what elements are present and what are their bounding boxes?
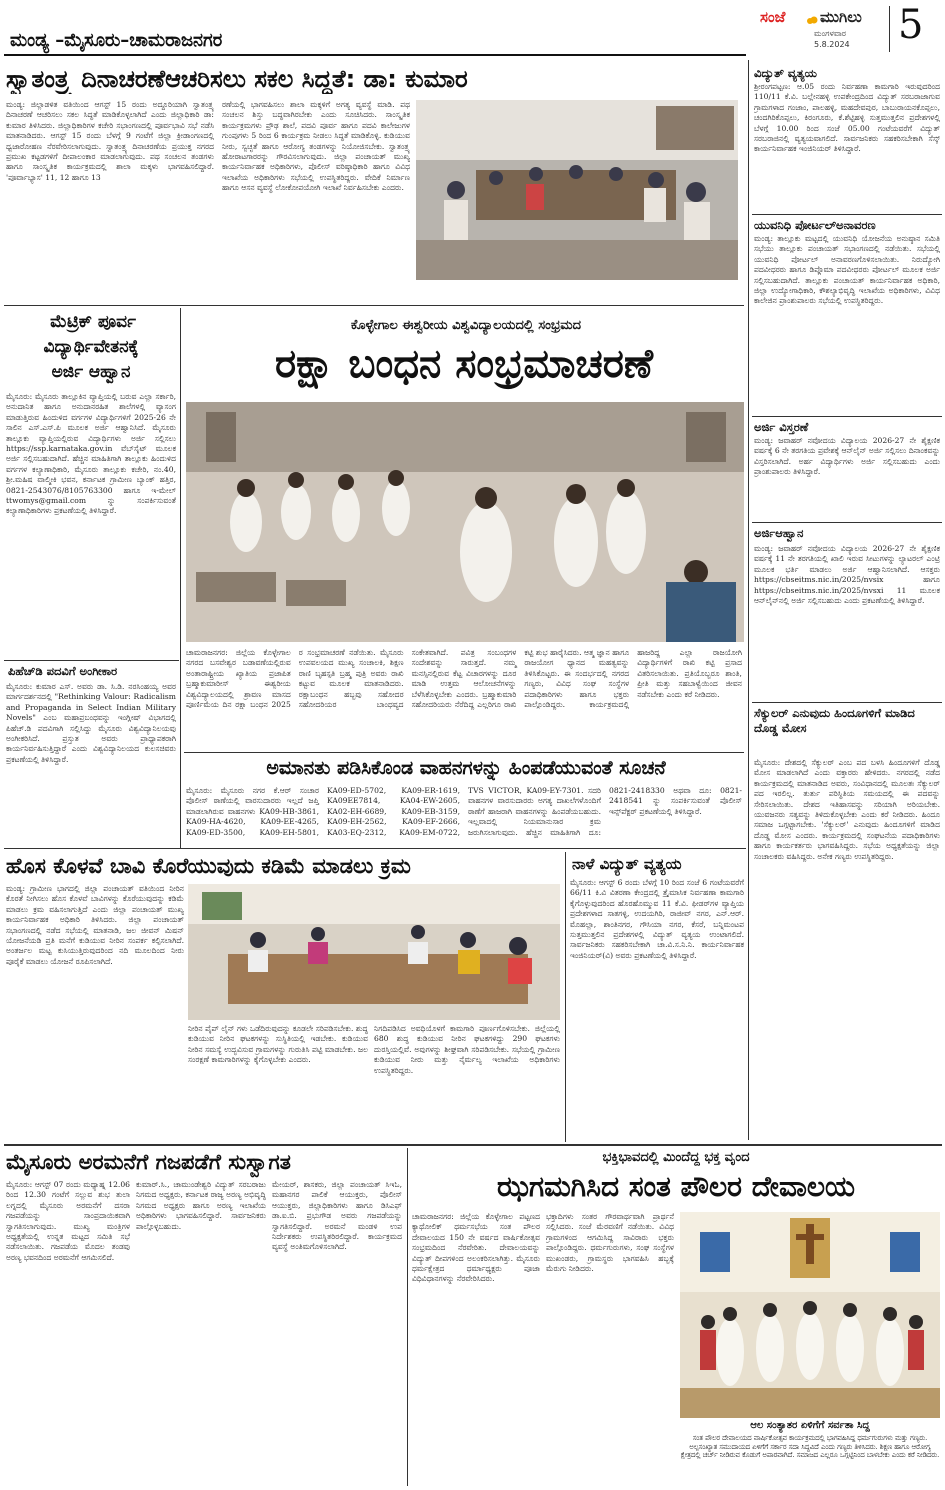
story7-headline: ಮೈಸೂರು ಅರಮನೆಗೆ ಗಜಪಡೆಗೆ ಸುಸ್ವಾಗತ	[6, 1150, 291, 1174]
story6-headline: ನಾಳೆ ವಿದ್ಯುತ್ ವ್ಯತ್ಯಯ	[572, 855, 682, 873]
secular-text: ಮೈಸೂರು: ದೇಶದಲ್ಲಿ ಸೆಕ್ಯುಲರ್ ಎಂಬ ಪದ ಬಳಸಿ ಹಿಂದೂಗಳಿಗೆ ದೊಡ್ಡ ಮೋಸ ಮಾಡಲಾಗಿದೆ ಎಂದು ವಕ್ತಾರರು ಹೇಳಿದರು. ನಗರದಲ್ಲಿ ನಡೆದ ಕಾರ್ಯಕ್ರಮದಲ್ಲಿ ಮಾತನಾಡಿದ ಅವರು, ಸಂವಿಧಾನದಲ್ಲಿ ಮೂಲತಃ ಸೆಕ್ಯುಲರ್ ಪದ ಇರಲಿಲ್ಲ. ತುರ್ತು ಪರಿಸ್ಥಿತಿಯ ಸಮಯದಲ್ಲಿ ಈ ಪದವನ್ನು ಸೇರಿಸಲಾಯಿತು. ದೇಶದ ಇತಿಹಾಸವನ್ನು ಸರಿಯಾಗಿ ಅರಿಯಬೇಕು. ಯುವಜನರು ಸತ್ಯವನ್ನು ತಿಳಿದುಕೊಳ್ಳಬೇಕು ಎಂದು ಕರೆ ನೀಡಿದರು. ಹಿಂದೂ ಸಮಾಜ ಒಗ್ಗಟ್ಟಾಗಬೇಕು. 'ಸೆಕ್ಯುಲರ್' ಎನುವುದು ಹಿಂದೂಗಳಿಗೆ ಮಾಡಿದ ದೊಡ್ಡ ಮೋಸ ಎಂದರು. ಕಾರ್ಯಕ್ರಮದಲ್ಲಿ ಸಂಘಟನೆಯ ಪದಾಧಿಕಾರಿಗಳು ಹಾಗೂ ಕಾರ್ಯಕರ್ತರು ಭಾಗವಹಿಸಿದ್ದರು. ಸಭೆಯ ಅಧ್ಯಕ್ಷತೆಯನ್ನು ಜಿಲ್ಲಾ ಸಂಚಾಲಕರು ವಹಿಸಿದ್ದರು. ಅನೇಕ ಗಣ್ಯರು ಉಪಸ್ಥಿತರಿದ್ದರು.	[754, 758, 940, 861]
yuvanidhi-title: ಯುವನಿಧಿ ಪೋರ್ಟಲ್‌ಅನಾವರಣ	[754, 218, 876, 232]
story5-column1: ಮಂಡ್ಯ: ಗ್ರಾಮೀಣ ಭಾಗದಲ್ಲಿ ಜಿಲ್ಲಾ ಪಂಚಾಯತ್ ವತಿಯಿಂದ ನೀರಿನ ಕೊರತೆ ನೀಗಿಸಲು ಹೊಸ ಕೊಳವೆ ಬಾವಿಗಳನ್ನು ಕೊರೆಯುವುದನ್ನು ಕಡಿಮೆ ಮಾಡಲು ಕ್ರಮ ವಹಿಸಲಾಗುತ್ತಿದೆ ಎಂದು ಜಿಲ್ಲಾ ಪಂಚಾಯತ್ ಮುಖ್ಯ ಕಾರ್ಯನಿರ್ವಾಹಕ ಅಧಿಕಾರಿ ತಿಳಿಸಿದರು. ಜಿಲ್ಲಾ ಪಂಚಾಯತ್ ಸಭಾಂಗಣದಲ್ಲಿ ನಡೆದ ಸಭೆಯಲ್ಲಿ ಮಾತನಾಡಿ, ಜಲ ಜೀವನ್ ಮಿಷನ್ ಯೋಜನೆಯಡಿ ಪ್ರತಿ ಮನೆಗೆ ಕುಡಿಯುವ ನೀರಿನ ಸಂಪರ್ಕ ಕಲ್ಪಿಸಲಾಗಿದೆ. ಅಂತರ್ಜಲ ಮಟ್ಟ ಕುಸಿಯುತ್ತಿರುವುದರಿಂದ ನದಿ ಮೂಲದಿಂದ ನೀರು ಪೂರೈಕೆ ಮಾಡಲು ಯೋಜನೆ ರೂಪಿಸಲಾಗಿದೆ.	[6, 884, 184, 966]
page-number: 5	[898, 2, 924, 48]
phd-body: ಮೈಸೂರು: ಕುಮಾರ ಎಸ್. ಅವರು ಡಾ. ಸಿ.ಡಿ. ನರಸಿಂಹಯ್ಯ ಅವರ ಮಾರ್ಗದರ್ಶನದಲ್ಲಿ "Rethinking Valour: Radicalism and Propaganda in Select Indian Military Novels" ಎಂಬ ಮಹಾಪ್ರಬಂಧವನ್ನು ಇಂಗ್ಲೀಷ್ ವಿಭಾಗದಲ್ಲಿ ಪಿಹೆಚ್.ಡಿ ಪದವಿಗಾಗಿ ಸಲ್ಲಿಸಿದ್ದು ಮೈಸೂರು ವಿಶ್ವವಿದ್ಯಾನಿಲಯವು ಅಂಗೀಕರಿಸಿದೆ. ಪ್ರಸ್ತುತ ಅವರು ಪ್ರಾಧ್ಯಾಪಕರಾಗಿ ಕಾರ್ಯನಿರ್ವಹಿಸುತ್ತಿದ್ದಾರೆ ಎಂದು ವಿಶ್ವವಿದ್ಯಾನಿಲಯದ ಕುಲಸಚಿವರು ಪ್ರಕಟಣೆಯಲ್ಲಿ ತಿಳಿಸಿದ್ದಾರೆ.	[6, 682, 176, 764]
story5-column2: ನೀರಿನ ಪೈಪ್ ಲೈನ್ ಗಳು ಒಡೆದಿರುವುದನ್ನು ಕೂಡಲೇ ಸರಿಪಡಿಸಬೇಕು. ಶುದ್ಧ ಕುಡಿಯುವ ನೀರಿನ ಘಟಕಗಳನ್ನು ಸುಸ್ಥಿತಿಯಲ್ಲಿ ಇಡಬೇಕು. ಕುಡಿಯುವ ನೀರಿನ ಸಮಸ್ಯೆ ಉದ್ಭವಿಸುವ ಗ್ರಾಮಗಳನ್ನು ಗುರುತಿಸಿ ಪಟ್ಟಿ ಮಾಡಬೇಕು. ಜಲ ಸಂರಕ್ಷಣೆ ಕಾಮಗಾರಿಗಳನ್ನು ಕೈಗೊಳ್ಳಬೇಕು ಎಂದರು.	[188, 1024, 368, 1065]
story1-column1: ಮಂಡ್ಯ: ಜಿಲ್ಲಾಡಳಿತ ವತಿಯಿಂದ ಆಗಸ್ಟ್ 15 ರಂದು ಅದ್ದೂರಿಯಾಗಿ ಸ್ವಾತಂತ್ರ್ಯ ದಿನಾಚರಣೆ ಆಚರಿಸಲು ಸಕಲ ಸಿದ್ಧತೆ ಮಾಡಿಕೊಳ್ಳಲಾಗಿದೆ ಎಂದು ಜಿಲ್ಲಾಧಿಕಾರಿ ಡಾ: ಕುಮಾರ ತಿಳಿಸಿದರು. ಜಿಲ್ಲಾಧಿಕಾರಿಗಳ ಕಚೇರಿ ಸಭಾಂಗಣದಲ್ಲಿ ಪೂರ್ವಭಾವಿ ಸಭೆ ನಡೆಸಿ ಮಾತನಾಡಿದರು. ಆಗಸ್ಟ್ 15 ರಂದು ಬೆಳಗ್ಗೆ 9 ಗಂಟೆಗೆ ಜಿಲ್ಲಾ ಕ್ರೀಡಾಂಗಣದಲ್ಲಿ ಧ್ವಜಾರೋಹಣ ನೆರವೇರಿಸಲಾಗುವುದು. ಸ್ವಾತಂತ್ರ್ಯ ದಿನಾಚರಣೆಯ ಪ್ರಯುಕ್ತ ನಗರದ ಪ್ರಮುಖ ಕಟ್ಟಡಗಳಿಗೆ ದೀಪಾಲಂಕಾರ ಮಾಡಲಾಗುವುದು. ಪಥ ಸಂಚಲನ ತಂಡಗಳು ಹಾಗೂ ಸಾಂಸ್ಕೃತಿಕ ಕಾರ್ಯಕ್ರಮದಲ್ಲಿ ಶಾಲಾ ಮಕ್ಕಳು ಭಾಗವಹಿಸಲಿದ್ದಾರೆ. 'ಪೂರ್ವಾಭ್ಯಾಸ' 11, 12 ಹಾಗೂ 13	[6, 100, 214, 182]
phd-headline: ಪಿಹೆಚ್‌ಡಿ ಪದವಿಗೆ ಅಂಗೀಕಾರ	[8, 664, 118, 678]
power-cut-title: ವಿದ್ಯುತ್ ವ್ಯತ್ಯಯ	[754, 66, 817, 80]
section-title: ಮಂಡ್ಯ –ಮೈಸೂರು–ಚಾಮರಾಜನಗರ	[10, 30, 223, 51]
story6-body: ಮೈಸೂರು: ಆಗಸ್ಟ್ 6 ರಂದು ಬೆಳಗ್ಗೆ 10 ರಿಂದ ಸಂಜೆ 6 ಗಂಟೆಯವರೆಗೆ 66/11 ಕಿ.ವಿ ವಿತರಣಾ ಕೇಂದ್ರದಲ್ಲಿ ತ್ರೈಮಾಸಿಕ ನಿರ್ವಹಣಾ ಕಾಮಗಾರಿ ಕೈಗೊಳ್ಳುವುದರಿಂದ ಹೊರಹೊಮ್ಮುವ 11 ಕೆ.ವಿ. ಫೀಡರ್‌ಗಳ ವ್ಯಾಪ್ತಿಯ ಪ್ರದೇಶಗಳಾದ ಸಾತಗಳ್ಳಿ, ಉದಯಗಿರಿ, ರಾಜೀವ್ ನಗರ, ಎನ್.ಆರ್. ಮೊಹಲ್ಲಾ, ಶಾಂತಿನಗರ, ಗೌಸಿಯಾ ನಗರ, ಕೆಸರೆ, ಬನ್ನಿಮಂಟಪ ಸುತ್ತಮುತ್ತಲಿನ ಪ್ರದೇಶಗಳಲ್ಲಿ ವಿದ್ಯುತ್ ವ್ಯತ್ಯಯ ಉಂಟಾಗಲಿದೆ. ಸಾರ್ವಜನಿಕರು ಸಹಕರಿಸಬೇಕಾಗಿ ಚಾ.ವಿ.ಸ.ನಿ.ನಿ. ಕಾರ್ಯನಿರ್ವಾಹಕ ಇಂಜಿನಿಯರ್(ವಿ) ಅವರು ಪ್ರಕಟಣೆಯಲ್ಲಿ ತಿಳಿಸಿದ್ದಾರೆ.	[570, 878, 744, 960]
story3-kicker: ಕೊಳ್ಳೇಗಾಲ ಈಶ್ವರೀಯ ವಿಶ್ವವಿದ್ಯಾಲಯದಲ್ಲಿ ಸಂಭ್ರಮದ	[350, 318, 582, 333]
paper-name-dark: ಮುಗಿಲು	[820, 8, 862, 26]
story3-body: ಚಾಮರಾಜನಗರ: ಜಿಲ್ಲೆಯ ಕೊಳ್ಳೇಗಾಲ ನಗರದ ಬಸವೇಶ್ವರ ಬಡಾವಣೆಯಲ್ಲಿರುವ ಅಂತಾರಾಷ್ಟ್ರೀಯ ಖ್ಯಾತಿಯ ಪ್ರಜಾಪಿತ ಬ್ರಹ್ಮಾಕುಮಾರೀಸ್ ಈಶ್ವರೀಯ ವಿಶ್ವವಿದ್ಯಾಲಯದಲ್ಲಿ ಶ್ರಾವಣ ಮಾಸದ ಪೂರ್ಣಿಮೆಯ ದಿನ ರಕ್ಷಾ ಬಂಧನ 2025 ರ ಸಂಭ್ರಮಾಚರಣೆ ನಡೆಯಿತು. ಮೈಸೂರು ಉಪವಲಯದ ಮುಖ್ಯ ಸಂಚಾಲಕಿ, ಶಿಕ್ಷಣ ರಾಣಿ ಬೃಹಸ್ಪತಿ ಬ್ರಹ್ಮ ಪುತ್ರಿ ಅವರು ರಾಖಿ ಕಟ್ಟುವ ಮೂಲಕ ಮಾತನಾಡಿದರು. ರಕ್ಷಾಬಂಧನ ಹಬ್ಬವು ಸಹೋದರ ಸಹೋದರಿಯರ ಬಾಂಧವ್ಯದ ಸಂಕೇತವಾಗಿದೆ. ಪವಿತ್ರ ಸಂಬಂಧಗಳ ಸಂದೇಶವನ್ನು ಸಾರುತ್ತದೆ. ನಮ್ಮ ಮನಸ್ಸಿನಲ್ಲಿರುವ ಕೆಟ್ಟ ವಿಚಾರಗಳನ್ನು ದೂರ ಮಾಡಿ ಉತ್ತಮ ಆಲೋಚನೆಗಳನ್ನು ಬೆಳೆಸಿಕೊಳ್ಳಬೇಕು ಎಂದರು. ಬ್ರಹ್ಮಾಕುಮಾರಿ ಸಹೋದರಿಯರು ನೆರೆದಿದ್ದ ಎಲ್ಲರಿಗೂ ರಾಖಿ ಕಟ್ಟಿ ಶುಭ ಹಾರೈಸಿದರು. ಆತ್ಮ ಜ್ಞಾನ ಹಾಗೂ ರಾಜಯೋಗ ಧ್ಯಾನದ ಮಹತ್ವವನ್ನು ತಿಳಿಸಿಕೊಟ್ಟರು. ಈ ಸಂದರ್ಭದಲ್ಲಿ ನಗರದ ಗಣ್ಯರು, ವಿವಿಧ ಸಂಘ ಸಂಸ್ಥೆಗಳ ಪದಾಧಿಕಾರಿಗಳು ಹಾಗೂ ಭಕ್ತರು ಪಾಲ್ಗೊಂಡಿದ್ದರು. ಕಾರ್ಯಕ್ರಮದಲ್ಲಿ ಹಾಜರಿದ್ದ ಎಲ್ಲಾ ರಾಜಯೋಗಿ ವಿದ್ಯಾರ್ಥಿಗಳಿಗೆ ರಾಖಿ ಕಟ್ಟಿ ಪ್ರಸಾದ ವಿತರಿಸಲಾಯಿತು. ಪ್ರತಿಯೊಬ್ಬರೂ ಶಾಂತಿ, ಪ್ರೀತಿ ಮತ್ತು ಸಹಬಾಳ್ವೆಯಿಂದ ಜೀವನ ನಡೆಸಬೇಕು ಎಂದು ಕರೆ ನೀಡಿದರು.	[186, 648, 742, 710]
story7-column3: ಮೇಯರ್, ಶಾಸಕರು, ಜಿಲ್ಲಾ ಪಂಚಾಯತ್ ಸಿಇಓ, ಮಹಾನಗರ ಪಾಲಿಕೆ ಆಯುಕ್ತರು, ಪೊಲೀಸ್ ಆಯುಕ್ತರು, ಜಿಲ್ಲಾಧಿಕಾರಿಗಳು ಹಾಗೂ ಡಿಸಿಎಫ್ ಡಾ.ಐ.ಬಿ. ಪ್ರಭುಗೌಡ ಅವರು ಗಜಪಡೆಯನ್ನು ಸ್ವಾಗತಿಸಲಿದ್ದಾರೆ. ಅರಮನೆ ಮಂಡಳಿ ಉಪ ನಿರ್ದೇಶಕರು ಉಪಸ್ಥಿತರಿರಲಿದ್ದಾರೆ. ಕಾರ್ಯಕ್ರಮದ ವ್ಯವಸ್ಥೆ ಅಂತಿಮಗೊಳಿಸಲಾಗಿದೆ.	[272, 1180, 402, 1252]
meeting-photo	[416, 100, 738, 280]
story8-column1: ಚಾಮರಾಜನಗರ: ಜಿಲ್ಲೆಯ ಕೊಳ್ಳೇಗಾಲ ಪಟ್ಟಣದ ಕ್ಯಾಥೋಲಿಕ್ ಧರ್ಮಸಭೆಯ ಸಂತ ಪೌಲರ ದೇವಾಲಯದ 150 ನೇ ವರ್ಷದ ವಾರ್ಷಿಕೋತ್ಸವ ಸಂಭ್ರಮದಿಂದ ನೆರವೇರಿತು. ದೇವಾಲಯವನ್ನು ವಿದ್ಯುತ್ ದೀಪಗಳಿಂದ ಅಲಂಕರಿಸಲಾಗಿತ್ತು. ಮೈಸೂರು ಧರ್ಮಕ್ಷೇತ್ರದ ಧರ್ಮಾಧ್ಯಕ್ಷರು ಪೂಜಾ ವಿಧಿವಿಧಾನಗಳನ್ನು ನೆರವೇರಿಸಿದರು.	[412, 1212, 540, 1284]
story4-headline: ಅಮಾನತು ಪಡಿಸಿಕೊಂಡ ವಾಹನಗಳನ್ನು ಹಿಂಪಡೆಯುವಂತೆ ಸೂಚನೆ	[266, 757, 666, 779]
story8-column2: ಭಕ್ತಾದಿಗಳು ಸಂತರ ಗೌರವಾರ್ಥವಾಗಿ ಪ್ರಾರ್ಥನೆ ಸಲ್ಲಿಸಿದರು. ಸಂಜೆ ಮೆರವಣಿಗೆ ನಡೆಯಿತು. ವಿವಿಧ ಗ್ರಾಮಗಳಿಂದ ಆಗಮಿಸಿದ್ದ ಸಾವಿರಾರು ಭಕ್ತರು ಪಾಲ್ಗೊಂಡಿದ್ದರು. ಧರ್ಮಗುರುಗಳು, ಸಂಘ ಸಂಸ್ಥೆಗಳ ಮುಖಂಡರು, ಗ್ರಾಮಸ್ಥರು ಭಾಗವಹಿಸಿ ಹಬ್ಬಕ್ಕೆ ಮೆರುಗು ನೀಡಿದರು.	[546, 1212, 674, 1274]
story8-headline: ಝಗಮಗಿಸಿದ ಸಂತ ಪೌಲರ ದೇವಾಲಯ	[497, 1170, 855, 1203]
issue-date: 5.8.2024	[814, 40, 850, 49]
story4-body: ಮೈಸೂರು: ಮೈಸೂರು ನಗರ ಕೆ.ಆರ್ ಸಂಚಾರ ಪೊಲೀಸ್ ಠಾಣೆಯಲ್ಲಿ ವಾರಸುದಾರರು ಇಲ್ಲದೆ ಜಪ್ತಿ ಮಾಡಲಾಗಿರುವ ವಾಹನಗಳು KA09-HB-3861, KA09-HA-4620, KA09-EE-4265, KA09-ED-3500, KA09-EH-5801, KA09-ED-5702, KA09-ER-1619, KA09EE7814, KA04-EW-2605, KA02-EH-6689, KA09-EB-3159, KA09-EH-2562, KA09-EF-2666, KA03-EQ-2312, KA09-EM-0722, TVS VICTOR, KA09-EY-7301. ಸದರಿ ವಾಹನಗಳ ವಾರಸುದಾರರು ಅಗತ್ಯ ದಾಖಲೆಗಳೊಂದಿಗೆ ಠಾಣೆಗೆ ಹಾಜರಾಗಿ ವಾಹನಗಳನ್ನು ಹಿಂಪಡೆಯಬಹುದು. ಇಲ್ಲವಾದಲ್ಲಿ ನಿಯಮಾನುಸಾರ ಕ್ರಮ ಜರುಗಿಸಲಾಗುವುದು. ಹೆಚ್ಚಿನ ಮಾಹಿತಿಗಾಗಿ ದೂ: 0821-2418330 ಅಥವಾ ದೂ: 0821-2418541 ನ್ನು ಸಂಪರ್ಕಿಸುವಂತೆ ಪೊಲೀಸ್ ಇನ್ಸ್‌ಪೆಕ್ಟರ್ ಪ್ರಕಟಣೆಯಲ್ಲಿ ತಿಳಿಸಿದ್ದಾರೆ.	[186, 786, 742, 837]
story2-headline-2: ವಿದ್ಯಾರ್ಥಿವೇತನಕ್ಕೆ	[43, 337, 139, 357]
story7-column2: ಕುಮಾರ್.ಸಿ., ಚಾಮುಂಡೇಶ್ವರಿ ವಿದ್ಯುತ್ ಸರಬರಾಜು ನಿಗಮದ ಅಧ್ಯಕ್ಷರು, ಕರ್ನಾಟಕ ರಾಜ್ಯ ಅರಣ್ಯ ಅಭಿವೃದ್ಧಿ ನಿಗಮದ ಅಧ್ಯಕ್ಷರು ಹಾಗೂ ಅರಣ್ಯ ಇಲಾಖೆಯ ಅಧಿಕಾರಿಗಳು ಭಾಗವಹಿಸಲಿದ್ದಾರೆ. ಸಾರ್ವಜನಿಕರು ಪಾಲ್ಗೊಳ್ಳಬಹುದು.	[136, 1180, 266, 1231]
application-invite-text: ಮಂಡ್ಯ: ಜವಾಹರ್ ನವೋದಯ ವಿದ್ಯಾಲಯ 2026-27 ನೇ ಶೈಕ್ಷಣಿಕ ವರ್ಷಕ್ಕೆ 11 ನೇ ತರಗತಿಯಲ್ಲಿ ಖಾಲಿ ಇರುವ ಸೀಟುಗಳನ್ನು ಲ್ಯಾಟರಲ್ ಎಂಟ್ರಿ ಮೂಲಕ ಭರ್ತಿ ಮಾಡಲು ಅರ್ಜಿ ಆಹ್ವಾನಿಸಲಾಗಿದೆ. ಆಸಕ್ತರು https://cbseitms.nic.in/2025/nvsix ಹಾಗೂ https://cbseitms.nic.in/2025/nvsxi 11 ಮೂಲಕ ಆನ್‌ಲೈನ್‌ನಲ್ಲಿ ಅರ್ಜಿ ಸಲ್ಲಿಸಬಹುದು ಎಂದು ಪ್ರಕಟಣೆಯಲ್ಲಿ ತಿಳಿಸಿದ್ದಾರೆ.	[754, 544, 940, 606]
application-invite-title: ಅರ್ಜಿಆಹ್ವಾನ	[754, 526, 804, 540]
yuvanidhi-text: ಮಂಡ್ಯ: ತಾಲ್ಲೂಕು ಮಟ್ಟದಲ್ಲಿ ಯುವನಿಧಿ ಯೋಜನೆಯ ಅನುಷ್ಠಾನ ಸಮಿತಿ ಸಭೆಯು ತಾಲ್ಲೂಕು ಪಂಚಾಯತ್ ಸಭಾಂಗಣದಲ್ಲಿ ನಡೆಯಿತು. ಸಭೆಯಲ್ಲಿ ಯುವನಿಧಿ ಪೋರ್ಟಲ್ ಅನಾವರಣಗೊಳಿಸಲಾಯಿತು. ನಿರುದ್ಯೋಗಿ ಪದವೀಧರರು ಹಾಗೂ ಡಿಪ್ಲೊಮಾ ಪದವೀಧರರು ಪೋರ್ಟಲ್ ಮೂಲಕ ಅರ್ಜಿ ಸಲ್ಲಿಸಬಹುದಾಗಿದೆ. ತಾಲ್ಲೂಕು ಪಂಚಾಯತ್ ಕಾರ್ಯನಿರ್ವಾಹಕ ಅಧಿಕಾರಿ, ಜಿಲ್ಲಾ ಉದ್ಯೋಗಾಧಿಕಾರಿ, ಕೌಶಲ್ಯಾಭಿವೃದ್ಧಿ ಇಲಾಖೆಯ ಅಧಿಕಾರಿಗಳು, ವಿವಿಧ ಕಾಲೇಜಿನ ಪ್ರಾಂಶುಪಾಲರು ಸಭೆಯಲ್ಲಿ ಉಪಸ್ಥಿತರಿದ್ದರು.	[754, 234, 940, 306]
power-cut-text: ಶ್ರೀರಂಗಪಟ್ಟಣ: ಆ.05 ರಂದು ನಿರ್ವಹಣಾ ಕಾಮಗಾರಿ ಇರುವುದರಿಂದ 110/11 ಕೆ.ವಿ. ಬಲ್ಲೇನಹಳ್ಳಿ ಉಪಕೇಂದ್ರದಿಂದ ವಿದ್ಯುತ್ ಸರಬರಾಜಾಗುವ ಗ್ರಾಮಗಳಾದ ಗಂಜಾಂ, ಪಾಲಹಳ್ಳಿ, ಮಹದೇವಪುರ, ಬಾಬುರಾಯನಕೊಪ್ಪಲು, ಚಂದಗಿರಿಕೊಪ್ಪಲು, ಕಿರಂಗೂರು, ಕೆ.ಶೆಟ್ಟಿಹಳ್ಳಿ ಸುತ್ತಮುತ್ತಲಿನ ಪ್ರದೇಶಗಳಲ್ಲಿ ಬೆಳಗ್ಗೆ 10.00 ರಿಂದ ಸಂಜೆ 05.00 ಗಂಟೆಯವರೆಗೆ ವಿದ್ಯುತ್ ಸರಬರಾಜಿನಲ್ಲಿ ವ್ಯತ್ಯಯವಾಗಲಿದೆ. ಸಾರ್ವಜನಿಕರು ಸಹಕರಿಸಬೇಕಾಗಿ ಸೆಸ್ಕ್ ಕಾರ್ಯನಿರ್ವಾಹಕ ಇಂಜಿನಿಯರ್ ತಿಳಿಸಿದ್ದಾರೆ.	[754, 82, 940, 154]
church-caption-title: ಆಲ ಸಂತ್ಯಾತರ ಏಳಿಗೆಗೆ ಸರ್ವತಾ ಸಿದ್ದ	[750, 1420, 870, 1431]
story1-column2: ರಣೆಯಲ್ಲಿ ಭಾಗವಹಿಸಲು ಶಾಲಾ ಮಕ್ಕಳಿಗೆ ಅಗತ್ಯ ವ್ಯವಸ್ಥೆ ಮಾಡಿ. ಪಥ ಸಂಚಲನ ಶಿಸ್ತು ಬದ್ಧವಾಗಿರಬೇಕು ಎಂದು ಸೂಚಿಸಿದರು. ಸಾಂಸ್ಕೃತಿಕ ಕಾರ್ಯಕ್ರಮಗಳು ಪ್ರೌಢ ಶಾಲೆ, ಪದವಿ ಪೂರ್ವ ಹಾಗೂ ಪದವಿ ಕಾಲೇಜುಗಳ ಗುಂಪುಗಳು 5 ರಿಂದ 6 ಕಾರ್ಯಕ್ರಮ ನೀಡಲು ಸಿದ್ಧತೆ ಮಾಡಿಕೊಳ್ಳಿ. ಕುಡಿಯುವ ನೀರು, ಸ್ವಚ್ಛತೆ ಹಾಗೂ ಆರೋಗ್ಯ ತಂಡಗಳನ್ನು ನಿಯೋಜಿಸಬೇಕು. ಸ್ವಾತಂತ್ರ್ಯ ಹೋರಾಟಗಾರರನ್ನು ಗೌರವಿಸಲಾಗುವುದು. ಜಿಲ್ಲಾ ಪಂಚಾಯತ್ ಮುಖ್ಯ ಕಾರ್ಯನಿರ್ವಾಹಕ ಅಧಿಕಾರಿಗಳು, ಪೊಲೀಸ್ ವರಿಷ್ಠಾಧಿಕಾರಿ ಹಾಗೂ ವಿವಿಧ ಇಲಾಖೆಯ ಅಧಿಕಾರಿಗಳು ಸಭೆಯಲ್ಲಿ ಉಪಸ್ಥಿತರಿದ್ದರು. ವೇದಿಕೆ ನಿರ್ಮಾಣ ಹಾಗೂ ಆಸನ ವ್ಯವಸ್ಥೆ ಲೋಕೋಪಯೋಗಿ ಇಲಾಖೆ ನಿರ್ವಹಿಸಬೇಕು ಎಂದರು.	[222, 100, 410, 193]
application-extension-title: ಅರ್ಜಿ ವಿಸ್ತರಣೆ	[754, 420, 809, 434]
paper-name-red: ಸಂಜೆ	[760, 8, 786, 26]
story2-headline-3: ಅರ್ಜಿ ಆಹ್ವಾನ	[51, 362, 131, 382]
story7-column1: ಮೈಸೂರು: ಆಗಸ್ಟ್ 07 ರಂದು ಮಧ್ಯಾಹ್ನ 12.06 ರಿಂದ 12.30 ಗಂಟೆಗೆ ಸಲ್ಲುವ ಶುಭ ತುಲಾ ಲಗ್ನದಲ್ಲಿ ಮೈಸೂರು ಅರಮನೆಗೆ ದಸರಾ ಗಜಪಡೆಯನ್ನು ಸಾಂಪ್ರದಾಯಿಕವಾಗಿ ಸ್ವಾಗತಿಸಲಾಗುವುದು. ಮುಖ್ಯ ಮಂತ್ರಿಗಳ ಅಧ್ಯಕ್ಷತೆಯಲ್ಲಿ ಉನ್ನತ ಮಟ್ಟದ ಸಮಿತಿ ಸಭೆ ನಡೆಸಲಾಯಿತು. ಗಜಪಡೆಯ ಮೊದಲ ತಂಡವು ಅರಣ್ಯ ಭವನದಿಂದ ಅರಮನೆಗೆ ಆಗಮಿಸಲಿದೆ.	[6, 1180, 130, 1262]
story1-headline: ಸ್ವಾತಂತ್ರ್ಯ ದಿನಾಚರಣೆಆಚರಿಸಲು ಸಕಲ ಸಿದ್ಧತೆ: ಡಾ: ಕುಮಾರ	[6, 65, 468, 93]
church-photo	[680, 1212, 940, 1418]
application-extension-text: ಮಂಡ್ಯ: ಜವಾಹರ್ ನವೋದಯ ವಿದ್ಯಾಲಯ 2026-27 ನೇ ಶೈಕ್ಷಣಿಕ ವರ್ಷಕ್ಕೆ 6 ನೇ ತರಗತಿಯ ಪ್ರವೇಶಕ್ಕೆ ಆನ್‌ಲೈನ್ ಅರ್ಜಿ ಸಲ್ಲಿಸಲು ದಿನಾಂಕವನ್ನು ವಿಸ್ತರಿಸಲಾಗಿದೆ. ಅರ್ಹ ವಿದ್ಯಾರ್ಥಿಗಳು ಅರ್ಜಿ ಸಲ್ಲಿಸಬಹುದು ಎಂದು ಪ್ರಾಂಶುಪಾಲರು ತಿಳಿಸಿದ್ದಾರೆ.	[754, 436, 940, 477]
story3-headline: ರಕ್ಷಾ ಬಂಧನ ಸಂಭ್ರಮಾಚರಣೆ	[274, 341, 653, 387]
section-banner	[4, 4, 746, 56]
story8-kicker: ಭಕ್ತಿಭಾವದಲ್ಲಿ ಮಿಂದೆದ್ದ ಭಕ್ತ ವೃಂದ	[602, 1150, 750, 1165]
story5-headline: ಹೊಸ ಕೊಳವೆ ಬಾವಿ ಕೊರೆಯುವುದು ಕಡಿಮೆ ಮಾಡಲು ಕ್ರಮ	[6, 854, 411, 878]
weekday: ಮಂಗಳವಾರ	[814, 29, 847, 38]
borewell-meeting-photo	[188, 884, 560, 1020]
story5-column3: ನಿಗದಿಪಡಿಸಿದ ಅವಧಿಯೊಳಗೆ ಕಾಮಗಾರಿ ಪೂರ್ಣಗೊಳಿಸಬೇಕು. ಜಿಲ್ಲೆಯಲ್ಲಿ 680 ಶುದ್ಧ ಕುಡಿಯುವ ನೀರಿನ ಘಟಕಗಳಿದ್ದು 290 ಘಟಕಗಳು ದುರಸ್ತಿಯಲ್ಲಿವೆ. ಅವುಗಳನ್ನು ಶೀಘ್ರವಾಗಿ ಸರಿಪಡಿಸಬೇಕು. ಸಭೆಯಲ್ಲಿ ಗ್ರಾಮೀಣ ಕುಡಿಯುವ ನೀರು ಮತ್ತು ನೈರ್ಮಲ್ಯ ಇಲಾಖೆಯ ಅಧಿಕಾರಿಗಳು ಉಪಸ್ಥಿತರಿದ್ದರು.	[374, 1024, 560, 1075]
secular-title: ಸೆಕ್ಯುಲರ್ ಎನುವುದು ಹಿಂದೂಗಳಿಗೆ ಮಾಡಿದ ದೊಡ್ಡ ಮೋಸ	[754, 706, 915, 735]
cloud-icon	[806, 10, 818, 20]
story2-body: ಮೈಸೂರು: ಮೈಸೂರು ತಾಲ್ಲೂಕಿನ ವ್ಯಾಪ್ತಿಯಲ್ಲಿ ಬರುವ ಎಲ್ಲಾ ಸರ್ಕಾರಿ, ಅನುದಾನಿತ ಹಾಗೂ ಅನುದಾನರಹಿತ ಶಾಲೆಗಳಲ್ಲಿ ವ್ಯಾಸಂಗ ಮಾಡುತ್ತಿರುವ ಹಿಂದುಳಿದ ವರ್ಗಗಳ ವಿದ್ಯಾರ್ಥಿಗಳಿಗೆ 2025-26 ನೇ ಸಾಲಿನ ಎಸ್.ಎಸ್.ಪಿ ಮೂಲಕ ಅರ್ಜಿ ಆಹ್ವಾನಿಸಿದೆ. ಮೈಸೂರು ತಾಲ್ಲೂಕು ವ್ಯಾಪ್ತಿಯಲ್ಲಿರುವ ವಿದ್ಯಾರ್ಥಿಗಳು ಅರ್ಜಿ ಸಲ್ಲಿಸಲು https://ssp.karnataka.gov.in ವೆಬ್‌ಸೈಟ್ ಮೂಲಕ ಅರ್ಜಿ ಸಲ್ಲಿಸಬಹುದಾಗಿದೆ. ಹೆಚ್ಚಿನ ಮಾಹಿತಿಗಾಗಿ ತಾಲ್ಲೂಕು ಹಿಂದುಳಿದ ವರ್ಗಗಳ ಕಲ್ಯಾಣಾಧಿಕಾರಿ, ಮೈಸೂರು ತಾಲ್ಲೂಕು ಕಚೇರಿ, ನಂ.40, ಶ್ರೀ.ಮಹಿಷ ವಾಲ್ಮೀಕಿ ಭವನ, ಕರ್ನಾಟಕ ಗ್ರಾಮೀಣ ಬ್ಯಾಂಕ್ ಹತ್ತಿರ, 0821-2543076/8105763300 ಹಾಗೂ ಇ-ಮೇಲ್ ttwomys@gmail.com ನ್ನು ಸಂಪರ್ಕಿಸುವಂತೆ ಕಲ್ಯಾಣಾಧಿಕಾರಿಗಳು ಪ್ರಕಟಣೆಯಲ್ಲಿ ತಿಳಿಸಿದ್ದಾರೆ.	[6, 392, 176, 516]
story2-headline-1: ಮೆಟ್ರಿಕ್ ಪೂರ್ವ	[50, 312, 136, 332]
raksha-bandhan-photo	[186, 402, 744, 642]
paper-logo	[756, 6, 886, 54]
church-caption-body: ಸಂತ ಪೌಲರ ದೇವಾಲಯದ ವಾರ್ಷಿಕೋತ್ಸವ ಕಾರ್ಯಕ್ರಮದಲ್ಲಿ ಭಾಗವಹಿಸಿದ್ದ ಧರ್ಮಗುರುಗಳು ಮತ್ತು ಗಣ್ಯರು. ಅಲ್ಪಸಂಖ್ಯಾತ ಸಮುದಾಯದ ಏಳಿಗೆಗೆ ಸರ್ಕಾರ ಸದಾ ಸಿದ್ಧವಿದೆ ಎಂದು ಗಣ್ಯರು ತಿಳಿಸಿದರು. ಶಿಕ್ಷಣ ಹಾಗೂ ಆರೋಗ್ಯ ಕ್ಷೇತ್ರದಲ್ಲಿ ಚರ್ಚ್ ನೀಡಿರುವ ಕೊಡುಗೆ ಅಪಾರವಾಗಿದೆ. ಸಮಾಜದ ಎಲ್ಲರೂ ಒಗ್ಗಟ್ಟಿನಿಂದ ಬಾಳಬೇಕು ಎಂದು ಕರೆ ನೀಡಿದರು.	[680, 1434, 940, 1460]
